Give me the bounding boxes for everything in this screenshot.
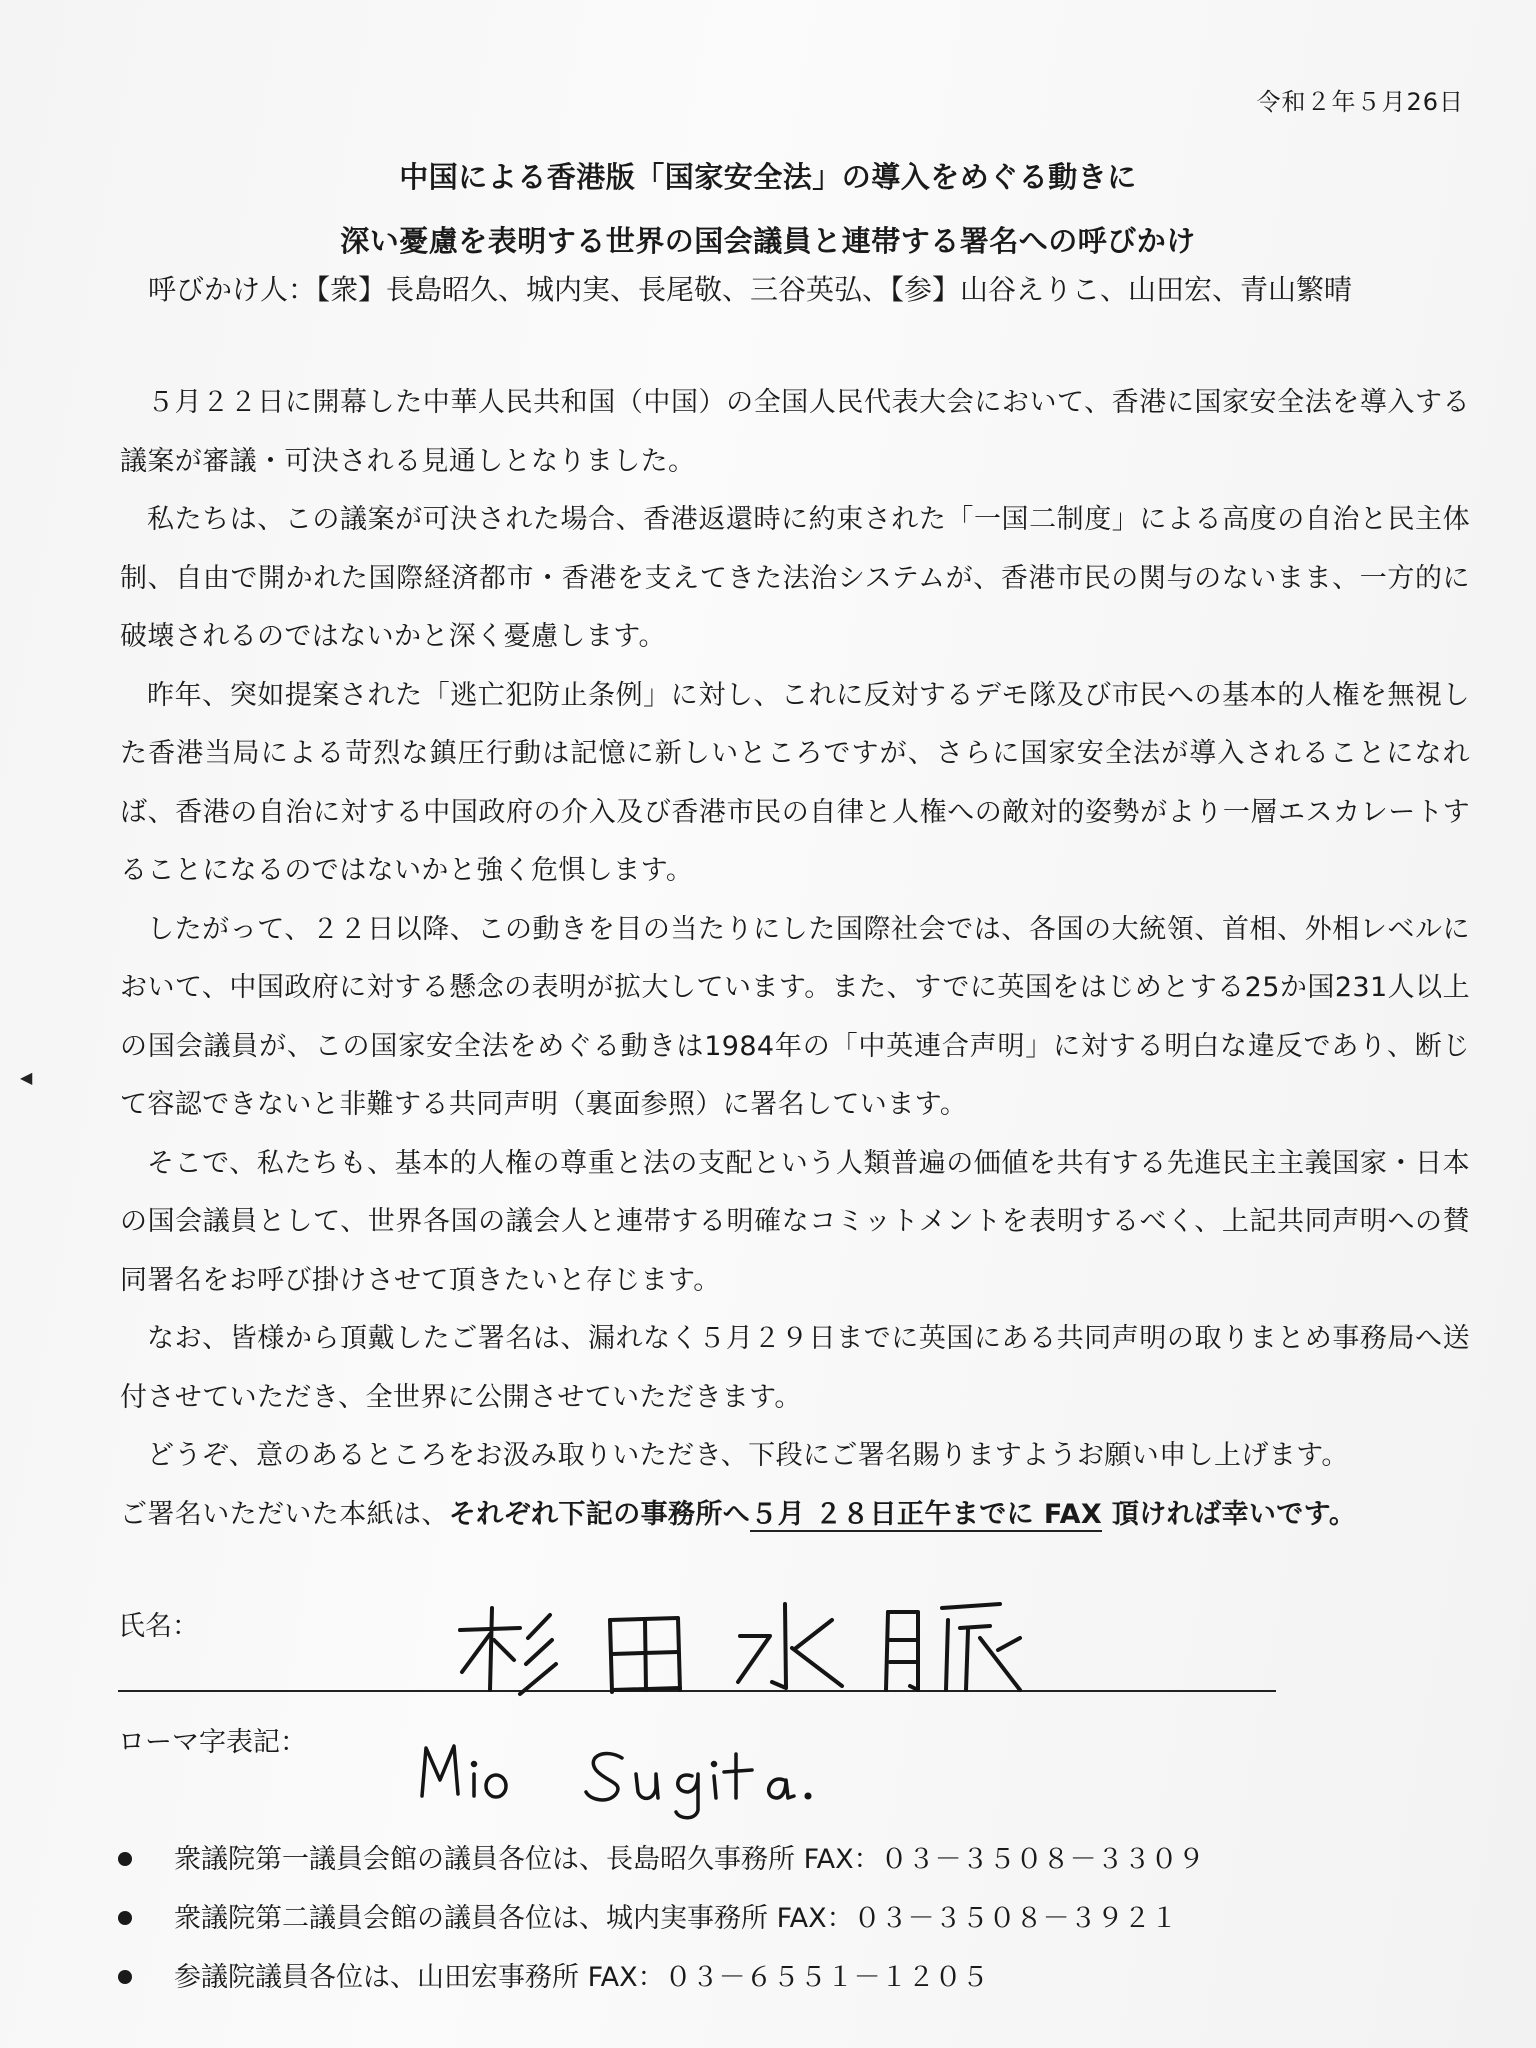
- closing-suffix: 頂ければ幸いです。: [1102, 1498, 1357, 1530]
- fax-contact-text: 参議院議員各位は、山田宏事務所 FAX：０３－６５５１－１２０５: [174, 1962, 989, 1993]
- fax-contact-item: [110, 1830, 1410, 1889]
- paragraph: なお、皆様から頂戴したご署名は、漏れなく５月２９日までに英国にある共同声明の取りまとめ事務局へ送付させていただき、全世界に公開させていただきます。: [120, 1323, 1470, 1413]
- fax-contact-item: [110, 1948, 1410, 2007]
- fax-contact-text: 衆議院第二議員会館の議員各位は、城内実事務所 FAX：０３－３５０８－３９２１: [174, 1903, 1178, 1934]
- handwritten-name-signature: [440, 1590, 1040, 1700]
- roman-label: ローマ字表記：: [118, 1727, 307, 1758]
- document-date: 令和２年５月26日: [1256, 88, 1464, 116]
- handwritten-roman-signature: [410, 1730, 930, 1820]
- title-line-2: 深い憂慮を表明する世界の国会議員と連帯する署名への呼びかけ: [340, 224, 1196, 258]
- closing-deadline: ５月 ２８日正午までに FAX: [750, 1498, 1103, 1530]
- closing-paragraph: [120, 1486, 1470, 1545]
- bullet-icon: [118, 1970, 132, 1984]
- title-line-1: 中国による香港版「国家安全法」の導入をめぐる動きに: [399, 160, 1137, 194]
- fax-contact-text: 衆議院第一議員会館の議員各位は、長島昭久事務所 FAX：０３－３５０８－３３０９: [174, 1844, 1205, 1875]
- bullet-icon: [118, 1911, 132, 1925]
- name-label: 氏名：: [118, 1611, 199, 1642]
- callers-list: 呼びかけ人：【衆】長島昭久、城内実、長尾敬、三谷英弘、【参】山谷えりこ、山田宏、青山繁晴: [148, 273, 1353, 306]
- paragraph: どうぞ、意のあるところをお汲み取りいただき、下段にご署名賜りますようお願い申し上げます。: [147, 1440, 1349, 1471]
- paragraph: そこで、私たちも、基本的人権の尊重と法の支配という人類普遍の価値を共有する先進民主主義国家・日本の国会議員として、世界各国の議会人と連帯する明確なコミットメントを表明するべく、上記共同声明への賛同署名をお呼び掛けさせて頂きたいと存じます。: [120, 1147, 1470, 1296]
- bullet-icon: [118, 1852, 132, 1866]
- paragraph: したがって、２２日以降、この動きを目の当たりにした国際社会では、各国の大統領、首相、外相レベルにおいて、中国政府に対する懸念の表明が拡大しています。また、すでに英国をはじめとする25か国231人以上の国会議員が、この国家安全法をめぐる動きは1984年の「中英連合声明」に対する明白な違反であり、断じて容認できないと非難する共同声明（裏面参照）に署名しています。: [120, 913, 1470, 1120]
- closing-bold: それぞれ下記の事務所へ: [448, 1498, 751, 1530]
- fax-contact-list: [110, 1830, 1410, 2007]
- paragraph: 私たちは、この議案が可決された場合、香港返還時に約束された「一国二制度」による高度の自治と民主体制、自由で開かれた国際経済都市・香港を支えてきた法治システムが、香港市民の関与のないまま、一方的に破壊されるのではないかと深く憂慮します。: [120, 504, 1470, 652]
- closing-prefix: ご署名いただいた本紙は、: [120, 1498, 449, 1530]
- margin-arrow-icon: ◀: [20, 1068, 33, 1087]
- paragraph: ５月２２日に開幕した中華人民共和国（中国）の全国人民代表大会において、香港に国家安全法を導入する議案が審議・可決される見通しとなりました。: [120, 387, 1470, 477]
- body-text: [120, 374, 1470, 1544]
- fax-contact-item: [110, 1889, 1410, 1948]
- paragraph: 昨年、突如提案された「逃亡犯防止条例」に対し、これに反対するデモ隊及び市民への基本的人権を無視した香港当局による苛烈な鎮圧行動は記憶に新しいところですが、さらに国家安全法が導入されることになれば、香港の自治に対する中国政府の介入及び香港市民の自律と人権への敵対的姿勢がより一層エスカレートすることになるのではないかと強く危惧します。: [120, 679, 1470, 886]
